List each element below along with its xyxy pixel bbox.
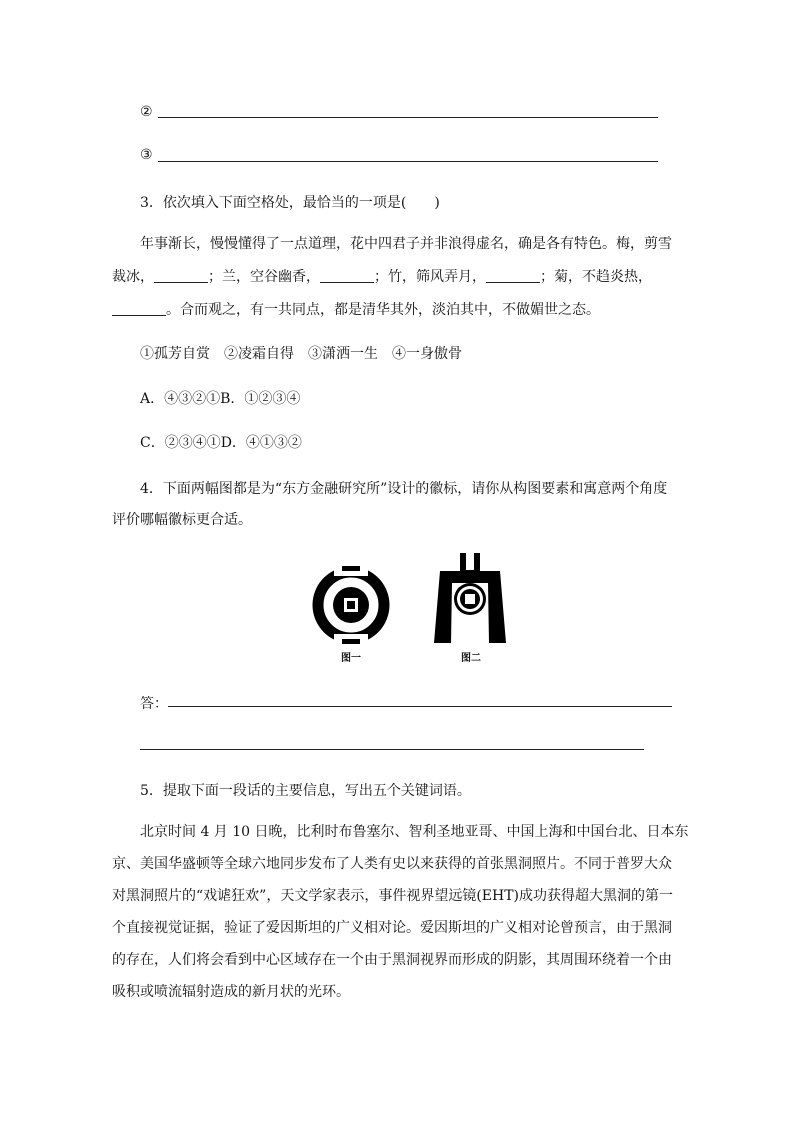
logo-two-image [432, 553, 508, 645]
logo-one-image [310, 564, 392, 646]
q3-blank-4[interactable] [112, 301, 166, 316]
logo-one-caption: 图一 [341, 653, 361, 664]
q5-paragraph-line-1: 北京时间 4 月 10 日晚，比利时布鲁塞尔、智利圣地亚哥、中国上海和中国台北、日本东 [140, 824, 689, 840]
q4-answer-line-2[interactable] [140, 749, 644, 750]
q4-answer-label: 答： [140, 696, 168, 712]
q3-blank-1[interactable] [154, 268, 208, 283]
q5-paragraph-line-4: 个直接视觉证据，验证了爱因斯坦的广义相对论。爱因斯坦的广义相对论曾预言，由于黑洞 [112, 920, 672, 936]
question-5-stem: 5．提取下面一段话的主要信息，写出五个关键词语。 [140, 783, 471, 799]
q4-answer-line-1[interactable] [168, 706, 672, 707]
q3-choice-ab[interactable]: A．④③②①B．①②③④ [140, 391, 301, 407]
item-3-label: ③ [140, 147, 153, 163]
q3-paragraph-line-2 [112, 261, 652, 294]
q3-text-segment: 。合而观之，有一共同点，都是清华其外，淡泊其中，不做媚世之态。 [166, 302, 600, 318]
answer-line-2[interactable] [158, 117, 658, 118]
question-4-stem-line-1: 4．下面两幅图都是为“东方金融研究所”设计的徽标，请你从构图要素和寓意两个角度 [140, 481, 668, 497]
q3-choice-cd[interactable]: C．②③④①D．④①③② [140, 435, 302, 451]
q3-text-segment: ；兰，空谷幽香， [208, 269, 320, 285]
q3-blank-2[interactable] [320, 268, 374, 283]
q3-paragraph-line-3 [112, 294, 600, 327]
q5-paragraph-line-6: 吸积或喷流辐射造成的新月状的光环。 [112, 984, 350, 1000]
q3-text-segment: 裁冰， [112, 269, 154, 285]
q5-paragraph-line-3: 对黑洞照片的“戏谑狂欢”，天文学家表示，事件视界望远镜(EHT)成功获得超大黑洞的第一 [112, 888, 674, 904]
item-2-label: ② [140, 104, 153, 120]
q3-blank-3[interactable] [486, 268, 540, 283]
q3-options-list: ①孤芳自赏 ②凌霜自得 ③潇洒一生 ④一身傲骨 [140, 346, 462, 362]
question-3-stem: 3．依次填入下面空格处，最恰当的一项是( ) [140, 195, 440, 211]
q5-paragraph-line-5: 的存在，人们将会看到中心区域存在一个由于黑洞视界而形成的阴影，其周围环绕着一个由 [112, 952, 672, 968]
logo-two-caption: 图二 [461, 653, 481, 664]
answer-line-3[interactable] [158, 161, 658, 162]
q3-text-segment: ；竹，筛风弄月， [374, 269, 486, 285]
q3-text-segment: ；菊，不趋炎热， [540, 269, 652, 285]
q3-paragraph-line-1: 年事渐长，慢慢懂得了一点道理，花中四君子并非浪得虚名，确是各有特色。梅，剪雪 [140, 236, 672, 252]
question-4-stem-line-2: 评价哪幅徽标更合适。 [112, 512, 252, 528]
q5-paragraph-line-2: 京、美国华盛顿等全球六地同步发布了人类有史以来获得的首张黑洞照片。不同于普罗大众 [112, 856, 672, 872]
